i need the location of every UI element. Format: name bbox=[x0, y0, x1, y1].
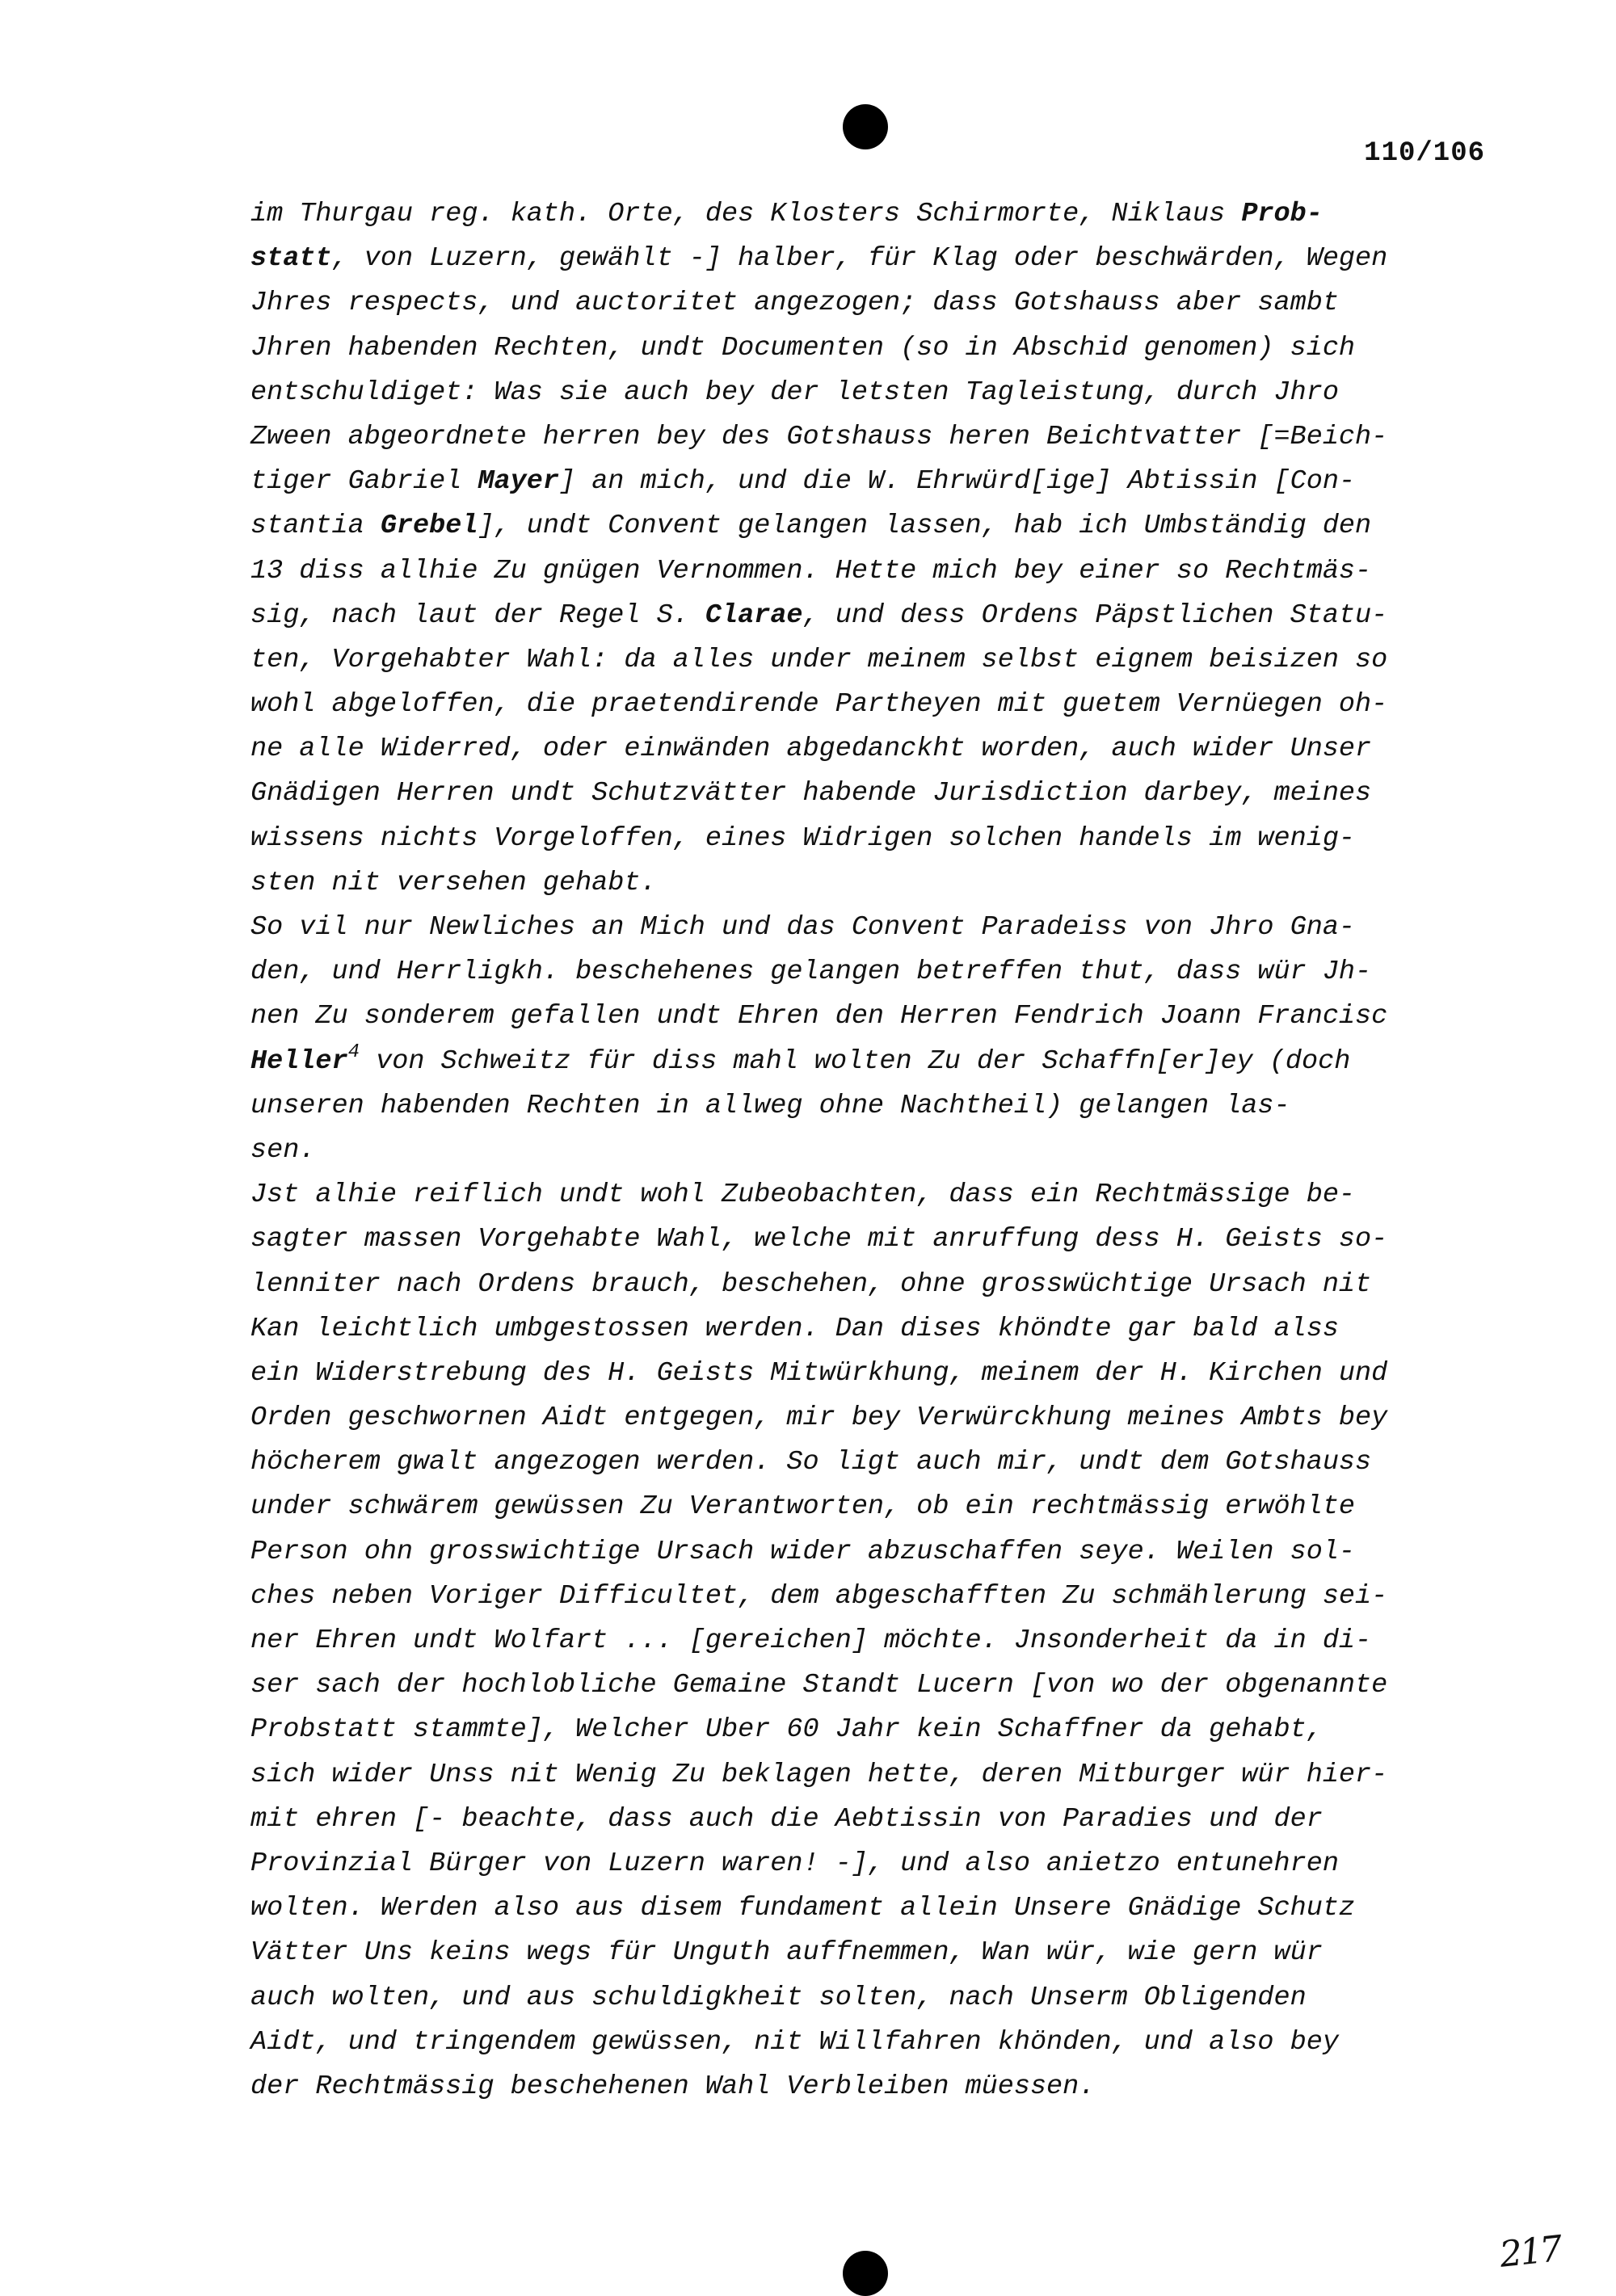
text-line: Jhren habenden Rechten, undt Documenten (so in Abschid genomen) sich bbox=[250, 332, 1356, 364]
punch-hole-bottom bbox=[843, 2251, 888, 2296]
footnote-marker: 4 bbox=[347, 1041, 360, 1063]
handwritten-corner-mark: 217 bbox=[1497, 2228, 1563, 2276]
text-line: im Thurgau reg. kath. Orte, des Klosters Schirmorte, Niklaus Prob- bbox=[250, 199, 1323, 229]
text-line: ne alle Widerred, oder einwänden abgedanckht worden, auch wider Unser bbox=[250, 734, 1372, 765]
text-line: 13 diss allhie Zu gnügen Vernommen. Hette mich bey einer so Rechtmäs- bbox=[250, 555, 1372, 587]
text-line: Kan leichtlich umbgestossen werden. Dan dises khöndte gar bald alss bbox=[250, 1313, 1339, 1344]
text-line: wissens nichts Vorgeloffen, eines Widrigen solchen handels im wenig- bbox=[250, 822, 1356, 854]
text-line: Vätter Uns keins wegs für Unguth auffnemmen, Wan wür, wie gern wür bbox=[250, 1937, 1323, 1969]
text-line: lenniter nach Ordens brauch, beschehen, ohne grosswüchtige Ursach nit bbox=[250, 1268, 1372, 1300]
text-line: Jhres respects, und auctoritet angezogen; dass Gotshauss aber sambt bbox=[250, 288, 1339, 319]
text-line: Probstatt stammte], Welcher Uber 60 Jahr kein Schaffner da gehabt, bbox=[250, 1714, 1323, 1746]
text-line: ner Ehren undt Wolfart ... [gereichen] möchte. Jnsonderheit da in di- bbox=[250, 1625, 1372, 1656]
text-line: entschuldiget: Was sie auch bey der letsten Tagleistung, durch Jhro bbox=[250, 376, 1339, 408]
text-line: sig, nach laut der Regel S. Clarae, und dess Ordens Päpstlichen Statu- bbox=[250, 599, 1388, 631]
text-line: sich wider Unss nit Wenig Zu beklagen hette, deren Mitburger wür hier- bbox=[250, 1759, 1388, 1790]
text-line: nen Zu sonderem gefallen undt Ehren den Herren Fendrich Joann Francisc bbox=[250, 1001, 1388, 1032]
text-line: sen. bbox=[250, 1134, 316, 1166]
punch-hole-top bbox=[843, 104, 888, 149]
text-line: Jst alhie reiflich undt wohl Zubeobachten, dass ein Rechtmässige be- bbox=[250, 1180, 1356, 1211]
text-line: auch wolten, und aus schuldigkheit solten, nach Unserm Obligenden bbox=[250, 1982, 1307, 2013]
text-line: sagter massen Vorgehabte Wahl, welche mit anruffung dess H. Geists so- bbox=[250, 1224, 1388, 1255]
text-line: Gnädigen Herren undt Schutzvätter habende Jurisdiction darbey, meines bbox=[250, 778, 1372, 809]
text-line: unseren habenden Rechten in allweg ohne Nachtheil) gelangen las- bbox=[250, 1090, 1290, 1121]
text-line: under schwärem gewüssen Zu Verantworten, ob ein rechtmässig erwöhlte bbox=[250, 1491, 1356, 1523]
text-line: der Rechtmässig beschehenen Wahl Verbleiben müessen. bbox=[250, 2071, 1096, 2102]
text-line: stantia Grebel], undt Convent gelangen lassen, hab ich Umbständig den bbox=[250, 511, 1372, 542]
text-line: statt, von Luzern, gewählt -] halber, für Klag oder beschwärden, Wegen bbox=[250, 243, 1388, 275]
text-line: ten, Vorgehabter Wahl: da alles under meinem selbst eignem beisizen so bbox=[250, 644, 1388, 675]
text-line: ser sach der hochlobliche Gemaine Standt Lucern [von wo der obgenannte bbox=[250, 1670, 1388, 1701]
text-line: den, und Herrligkh. beschehenes gelangen betreffen thut, dass wür Jh- bbox=[250, 957, 1372, 988]
text-line: ein Widerstrebung des H. Geists Mitwürkhung, meinem der H. Kirchen und bbox=[250, 1357, 1388, 1389]
text-line: mit ehren [- beachte, dass auch die Aebtissin von Paradies und der bbox=[250, 1803, 1323, 1835]
text-line: Aidt, und tringendem gewüssen, nit Willfahren khönden, und also bey bbox=[250, 2026, 1339, 2058]
text-line: Heller$^4$ von Schweitz für diss mahl wolten Zu der Schaffn[er]ey (doch bbox=[250, 1041, 1351, 1077]
text-line: ches neben Voriger Difficultet, dem abgeschafften Zu schmählerung sei- bbox=[250, 1580, 1388, 1612]
text-line: sten nit versehen gehabt. bbox=[250, 867, 657, 898]
text-line: wohl abgeloffen, die praetendirende Partheyen mit guetem Vernüegen oh- bbox=[250, 689, 1388, 721]
body-text bbox=[250, 192, 1511, 2109]
text-line: wolten. Werden also aus disem fundament allein Unsere Gnädige Schutz bbox=[250, 1893, 1356, 1924]
text-line: höcherem gwalt angezogen werden. So ligt auch mir, undt dem Gotshauss bbox=[250, 1447, 1372, 1478]
text-line: So vil nur Newliches an Mich und das Convent Paradeiss von Jhro Gna- bbox=[250, 912, 1356, 943]
text-line: Orden geschwornen Aidt entgegen, mir bey Verwürckhung meines Ambts bey bbox=[250, 1402, 1388, 1434]
text-line: Zween abgeordnete herren bey des Gotshauss heren Beichtvatter [=Beich- bbox=[250, 421, 1388, 452]
text-line: Provinzial Bürger von Luzern waren! -], und also anietzo entunehren bbox=[250, 1848, 1339, 1879]
page-number: 110/106 bbox=[1364, 138, 1485, 169]
text-line: tiger Gabriel Mayer] an mich, und die W. Ehrwürd[ige] Abtissin [Con- bbox=[250, 466, 1356, 498]
text-line: Person ohn grosswichtige Ursach wider abzuschaffen seye. Weilen sol- bbox=[250, 1536, 1356, 1567]
